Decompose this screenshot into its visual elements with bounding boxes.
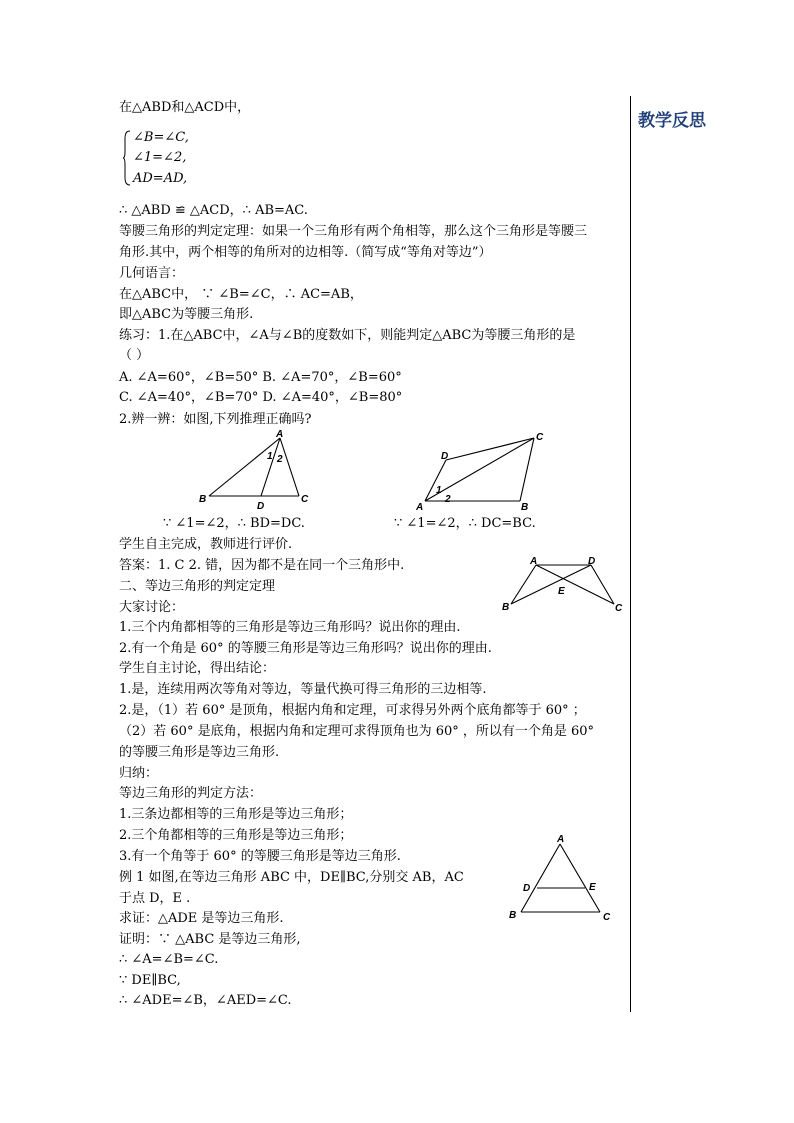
line-8: 在△ABC中， ∵ ∠B=∠C，∴ AC=AB， [119,287,363,302]
line-33: 例 1 如图,在等边三角形 ABC 中，DE∥BC,分别交 AB，AC [119,870,464,885]
figure-4-label-a: A [557,834,565,845]
figure-1-label-d: D [257,501,265,512]
line-0: 在△ABD和△ACD中， [119,100,251,115]
line-16: ∵ ∠1=∠2，∴ DC=BC. [394,516,536,531]
line-4: ∴ △ABD ≌ △ACD，∴ AB=AC. [119,203,308,218]
figure-3-label-b: B [502,602,510,613]
figure-2 [410,428,560,513]
margin-divider [630,96,631,1012]
line-25: 2.是，（1）若 60° 是顶角，根据内角和定理，可求得另外两个底角都等于 60° ； [119,703,586,718]
line-5: 等腰三角形的判定定理：如果一个三角形有两个角相等，那么这个三角形是等腰三 [119,224,588,239]
line-35: 求证：△ADE 是等边三角形. [119,911,284,926]
figure-2-label-b: B [521,502,529,513]
line-39: ∴ ∠ADE=∠B，∠AED=∠C. [119,993,292,1008]
line-14: 2.辨一辨：如图,下列推理正确吗? [119,412,312,427]
line-12: A. ∠A=60°，∠B=50° B. ∠A=70°，∠B=60° [119,370,402,385]
line-26: （2）若 60° 是底角，根据内角和定理可求得顶角也为 60° ，所以有一个角是 60° [119,724,595,739]
line-15: ∵ ∠1=∠2，∴ BD=DC. [163,516,305,531]
line-36: 证明：∵ △ABC 是等边三角形, [119,932,301,947]
line-7: 几何语言： [119,266,185,281]
figure-3-label-d: D [588,556,596,567]
line-6: 角形.其中，两个相等的角所对的边相等.（简写成“等角对等边”） [119,245,492,260]
line-28: 归纳： [119,766,159,781]
figure-3-label-e: E [558,586,565,597]
line-9: 即△ABC为等腰三角形. [119,307,254,322]
figure-1-angle-1: 1 [267,451,273,462]
figure-2-label-a: A [416,502,424,513]
line-10: 练习：1.在△ABC中，∠A与∠B的度数如下，则能判定△ABC为等腰三角形的是 [119,328,576,343]
line-3: AD=AD, [133,171,188,186]
line-34: 于点 D，E . [119,891,191,906]
figure-1-lines [209,438,299,496]
line-29: 等边三角形的判定方法： [119,786,263,801]
figure-3-label-a: A [530,556,538,567]
line-30: 1.三条边都相等的三角形是等边三角形； [119,807,353,822]
figure-1-angle-2: 2 [277,454,283,465]
line-21: 1.三个内角都相等的三角形是等边三角形吗？说出你的理由. [119,620,461,635]
line-38: ∵ DE∥BC, [119,973,181,988]
figure-1-label-c: C [301,494,309,505]
line-37: ∴ ∠A=∠B=∠C. [119,952,219,967]
figure-2-label-c: C [536,432,544,443]
figure-3-label-c: C [615,603,623,614]
figure-1-label-a: A [276,429,284,440]
figure-4-label-c: C [603,912,611,923]
line-32: 3.有一个角等于 60° 的等腰三角形是等边三角形. [119,849,401,864]
figure-4-label-e: E [589,882,596,893]
figure-4-label-b: B [509,910,517,921]
line-22: 2.有一个角是 60° 的等腰三角形是等边三角形吗？说出你的理由. [119,641,492,656]
line-31: 2.三个角都相等的三角形是等边三角形； [119,828,353,843]
line-18: 答案：1. C 2. 错，因为都不是在同一个三角形中. [119,558,405,573]
figure-2-angle-1: 1 [436,485,442,496]
figure-4-label-d: D [523,883,531,894]
line-2: ∠1=∠2, [133,150,187,165]
figure-4 [505,832,620,924]
line-24: 1.是，连续用两次等角对等边，等量代换可得三角形的三边相等. [119,682,487,697]
line-13: C. ∠A=40°，∠B=70° D. ∠A=40°，∠B=80° [119,390,403,405]
line-11: （ ） [119,348,150,363]
line-23: 学生自主讨论，得出结论： [119,661,276,676]
figure-3-lines [511,565,614,604]
figure-1 [195,428,320,513]
teaching-reflection-title: 教学反思 [638,111,706,131]
figure-1-label-b: B [199,494,207,505]
system-brace [123,130,131,186]
line-20: 大家讨论： [119,600,185,615]
figure-3 [496,554,626,614]
line-17: 学生自主完成，教师进行评价. [119,537,293,552]
line-1: ∠B=∠C, [133,130,189,145]
figure-4-lines [521,844,600,912]
line-27: 的等腰三角形是等边三角形. [119,745,280,760]
line-19: 二、等边三角形的判定定理 [119,579,276,594]
figure-2-label-d: D [441,451,449,462]
figure-2-angle-2: 2 [445,494,451,505]
